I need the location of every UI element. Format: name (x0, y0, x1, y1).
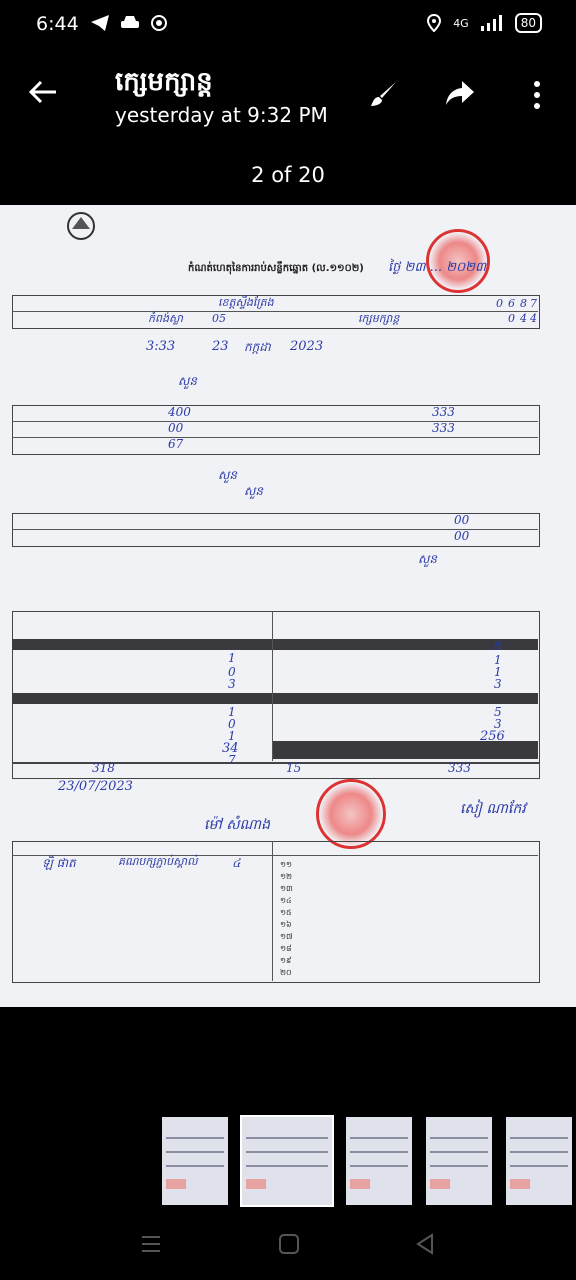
status-time: 6:44 (36, 13, 79, 35)
row-number: ១១ (280, 860, 293, 869)
thumbnail-4[interactable] (426, 1117, 492, 1205)
home-icon[interactable] (278, 1233, 300, 1255)
party-value-r5: 5 (494, 705, 502, 719)
field-province: ខេត្តស្ទឹងត្រែង (218, 296, 274, 309)
digit-4: 7 (530, 297, 537, 310)
digit-2: 6 (508, 297, 515, 310)
party-value-r2: 1 (494, 653, 502, 667)
back-arrow-icon[interactable] (28, 79, 58, 105)
thumbnail-1[interactable] (162, 1117, 228, 1205)
total-318: 318 (92, 761, 115, 775)
header-box (12, 295, 540, 329)
doc-header: កំណត់ហេតុនៃការរាប់សន្លឹកឆ្នោត (ល.១១០២) (188, 263, 364, 274)
table-dark-row (12, 639, 538, 650)
field-village: កំពង់ស្លា (148, 312, 183, 325)
share-icon[interactable] (444, 79, 476, 107)
spoiled: 00 (168, 421, 184, 435)
divider (12, 855, 538, 856)
footer-num: ៤ (232, 856, 241, 870)
bottom-name: ម៉ៅ សំណាង (204, 817, 270, 833)
timestamp: yesterday at 9:32 PM (115, 103, 328, 127)
footer-name: ឡិ ផាត (42, 856, 76, 870)
image-counter: 2 of 20 (251, 163, 325, 187)
field-station: 05 (212, 312, 226, 325)
thumbnail-strip[interactable] (162, 1117, 576, 1205)
digit-6: 4 (520, 312, 527, 325)
row-number: ១៣ (280, 884, 293, 893)
document-image[interactable] (0, 205, 576, 1007)
app-bar (0, 55, 576, 135)
divider (272, 611, 273, 761)
date-year: 2023 (290, 339, 324, 354)
telegram-icon (90, 14, 110, 32)
status-circle-icon (150, 14, 168, 32)
brush-icon[interactable] (368, 79, 400, 111)
digit-3: 8 (520, 297, 527, 310)
party-value-r6: 3 (494, 717, 502, 731)
footer-org: គណបក្សភ្ជាប់ស្គាល់ (118, 855, 198, 868)
row-number: ១២ (280, 872, 293, 881)
network-label: 4G (453, 16, 469, 30)
recents-icon[interactable] (140, 1233, 162, 1255)
status-bar (0, 0, 576, 50)
party-value-5: 0 (228, 717, 236, 731)
battery-indicator: 80 (515, 13, 542, 33)
thumbnail-3[interactable] (346, 1117, 412, 1205)
divider (12, 437, 538, 438)
value-67: 67 (168, 437, 184, 451)
chat-title: ក្សេមក្សាន្ត (115, 67, 213, 97)
zero-zero-2: 00 (454, 529, 470, 543)
official-seal-2 (316, 779, 386, 849)
row-number: ១៨ (280, 944, 292, 953)
party-value-r1: 8 (494, 639, 502, 653)
bottom-table (12, 841, 540, 983)
divider (12, 421, 538, 422)
digit-5: 0 (508, 312, 515, 325)
thumbnail-5[interactable] (506, 1117, 572, 1205)
digit-1: 0 (496, 297, 503, 310)
party-value-8: 7 (228, 753, 236, 767)
row-number: ២០ (280, 968, 292, 977)
party-value-3: 3 (228, 677, 236, 691)
zero-zero-1: 00 (454, 513, 470, 527)
party-value-1: 1 (228, 651, 236, 665)
more-vert-icon[interactable] (530, 79, 544, 111)
date-day: 23 (212, 339, 229, 354)
ballot-box (12, 405, 540, 455)
party-value-6: 1 (228, 729, 236, 743)
total-333: 333 (448, 761, 471, 775)
party-value-7: 34 (222, 741, 239, 756)
other-a: 333 (432, 421, 455, 435)
divider (272, 841, 273, 981)
time-start: 3:33 (146, 339, 176, 354)
car-icon (120, 15, 140, 31)
back-nav-icon[interactable] (414, 1233, 436, 1255)
voters-list: 333 (432, 405, 455, 419)
party-value-r3: 1 (494, 665, 502, 679)
table-dark-row (12, 693, 538, 704)
row-number: ១៩ (280, 956, 292, 965)
thumbnail-2[interactable] (242, 1117, 332, 1205)
field-district: ក្សេមក្សាន្ត (358, 312, 400, 325)
date-month: កក្កដា (244, 340, 271, 354)
name-signed-3: សួន (244, 484, 264, 498)
row-number: ១៤ (280, 896, 292, 905)
name-signed-4: សួន (418, 552, 438, 566)
party-value-r4: 3 (494, 677, 502, 691)
row-number: ១៥ (280, 908, 292, 917)
digit-7: 4 (530, 312, 537, 325)
divider (12, 311, 538, 312)
received-ballots: 400 (168, 405, 191, 419)
name-signed: សួន (178, 374, 198, 388)
status-left-icons (90, 14, 168, 32)
handwritten-note-top: ថ្ងៃ ២៣ ... ២០២៣ (388, 260, 487, 275)
row-number: ១៧ (280, 932, 293, 941)
total-15: 15 (286, 761, 302, 775)
signal-icon (481, 15, 503, 31)
party-value-2: 0 (228, 665, 236, 679)
date-signed: 23/07/2023 (58, 779, 133, 794)
bottom-sign-name: សៀ ណាកែវ (460, 801, 526, 817)
party-value-4: 1 (228, 705, 236, 719)
row-number: ១៦ (280, 920, 292, 929)
party-value-r7: 256 (480, 729, 505, 744)
status-right-icons (427, 13, 542, 33)
name-signed-2: សួន (218, 468, 238, 482)
location-icon (427, 14, 441, 32)
system-nav-bar (0, 1215, 576, 1275)
document-content (8, 211, 568, 1001)
emblem-icon (64, 211, 98, 241)
